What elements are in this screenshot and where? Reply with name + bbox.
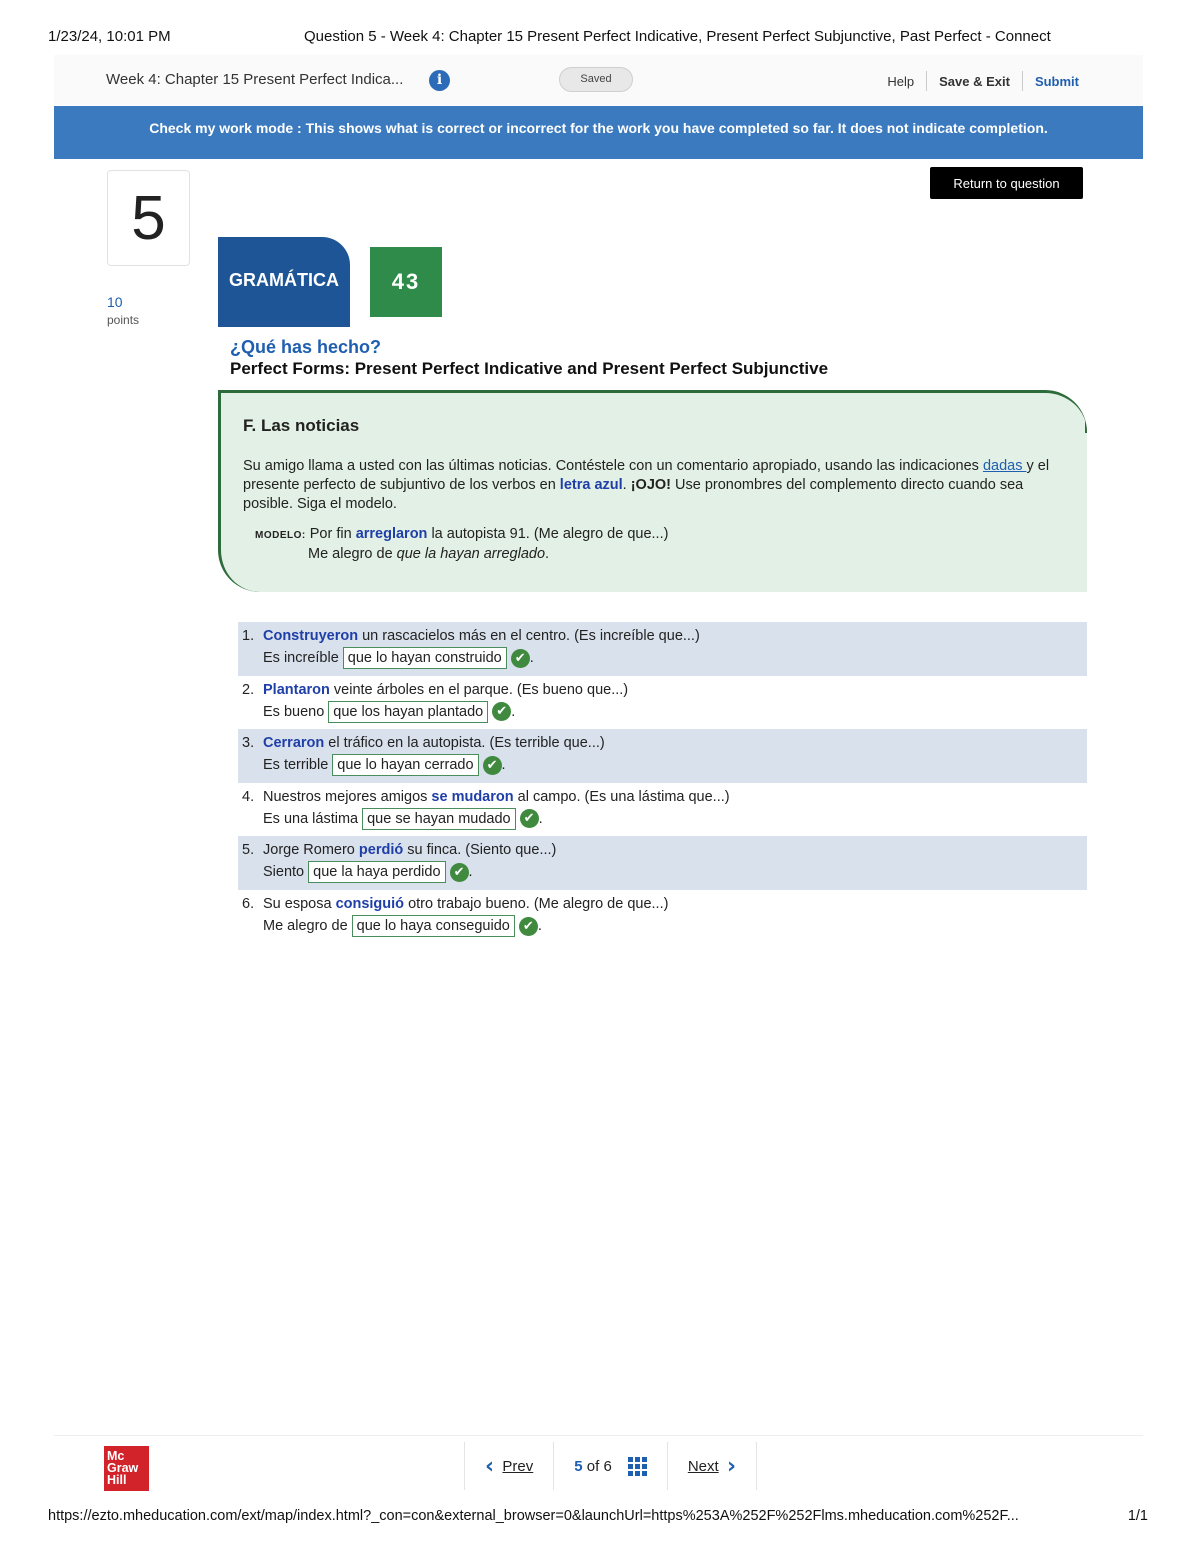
item-end: .: [538, 810, 543, 827]
mcgraw-hill-logo: [104, 1446, 149, 1491]
model-text: .: [545, 546, 550, 562]
question-item: [238, 836, 1087, 890]
logo-text: Hill: [107, 1473, 127, 1487]
answer-field[interactable]: que se hayan mudado: [362, 808, 516, 830]
instructions-part: Use pronombres del complemento directo cuando sea posible. Siga el modelo.: [243, 477, 1024, 512]
print-url: https://ezto.mheducation.com/ext/map/index.html?_con=con&external_browser=0&launchUrl=https%253A%252F%252Flms.mheducation.com%252F...: [48, 1508, 1019, 1524]
item-end: .: [511, 703, 516, 720]
answer-field[interactable]: que lo hayan construido: [343, 647, 507, 669]
check-circle-icon: ✔: [483, 756, 502, 775]
model-text: Me alegro de: [308, 546, 397, 562]
item-text: veinte árboles en el parque. (Es bueno que...): [329, 681, 629, 698]
question-item: [238, 783, 1087, 837]
model-verb: arreglaron: [355, 526, 428, 542]
assignment-title: Week 4: Chapter 15 Present Perfect Indica...: [106, 71, 404, 88]
answer-field[interactable]: que los hayan plantado: [328, 701, 488, 723]
answer-field[interactable]: que la haya perdido: [308, 861, 445, 883]
answer-field[interactable]: que lo haya conseguido: [352, 915, 515, 937]
item-text: el tráfico en la autopista. (Es terrible que...): [324, 735, 605, 752]
item-verb: Construyeron: [263, 628, 359, 644]
model-line-2: [255, 545, 668, 564]
item-end: .: [529, 650, 534, 666]
item-text: un rascacielos más en el centro. (Es increíble que...): [358, 628, 700, 644]
question-item: [238, 622, 1087, 676]
question-item: [238, 890, 1087, 944]
instructions-ojo: ¡OJO!: [630, 477, 671, 493]
instructions-blue-text: letra azul: [559, 477, 623, 493]
item-number: 2.: [242, 681, 255, 698]
points-value: 10: [107, 294, 123, 310]
item-verb: se mudaron: [431, 788, 514, 805]
item-number: 1.: [242, 628, 255, 644]
item-prompt: Me alegro de: [263, 917, 348, 934]
next-button[interactable]: [667, 1442, 757, 1490]
section-heading: Perfect Forms: Present Perfect Indicative and Present Perfect Subjunctive: [230, 359, 829, 378]
question-item: [238, 676, 1087, 730]
model-answer: que la hayan arreglado: [396, 546, 546, 562]
print-page-number: 1/1: [1127, 1508, 1148, 1524]
item-number: 4.: [242, 788, 255, 805]
instructions-link[interactable]: dadas: [982, 458, 1027, 474]
model-example: [255, 525, 668, 564]
print-date: 1/23/24, 10:01 PM: [48, 28, 171, 45]
model-text: Por fin: [305, 526, 356, 542]
item-number: 5.: [242, 842, 255, 859]
item-prompt: Es terrible: [263, 757, 329, 774]
item-verb: perdió: [358, 842, 404, 859]
help-button[interactable]: Help: [887, 73, 915, 89]
item-end: .: [501, 757, 506, 774]
item-text: Jorge Romero: [263, 842, 359, 859]
item-verb: consiguió: [335, 895, 405, 912]
item-text: Su esposa: [263, 895, 336, 912]
print-page-title: Question 5 - Week 4: Chapter 15 Present Perfect Indicative, Present Perfect Subjunctive, Past Perfect - Connect: [304, 28, 1051, 45]
item-end: .: [537, 917, 542, 934]
item-text: al campo. (Es una lástima que...): [513, 788, 730, 805]
check-circle-icon: ✔: [520, 809, 539, 828]
save-exit-button[interactable]: Save & Exit: [939, 73, 1010, 89]
instructions-part: Su amigo llama a usted con las últimas noticias. Contéstele con un comentario apropiado, usando las indicaciones: [243, 458, 983, 474]
question-number: 5: [107, 170, 190, 266]
header-actions: [875, 71, 1079, 91]
prev-label[interactable]: Prev: [502, 1457, 534, 1475]
total-questions: 6: [603, 1457, 612, 1475]
submit-button[interactable]: Submit: [1034, 73, 1079, 89]
item-verb: Plantaron: [263, 681, 330, 698]
answer-field[interactable]: que lo hayan cerrado: [332, 754, 478, 776]
model-label: MODELO:: [255, 530, 306, 541]
grammar-tab: GRAMÁTICA: [218, 237, 350, 327]
points-label: points: [107, 313, 140, 327]
model-text: la autopista 91. (Me alegro de que...): [427, 526, 669, 542]
footer-divider: [54, 1435, 1143, 1436]
question-map-button[interactable]: [553, 1442, 667, 1490]
assignment-header: [54, 55, 1143, 105]
prev-button[interactable]: [464, 1442, 553, 1490]
instructions-part: y el presente perfecto de subjuntivo de los verbos en: [243, 458, 1050, 493]
chevron-left-icon: ‹: [485, 1453, 495, 1479]
saved-status-badge: Saved: [559, 67, 633, 92]
chevron-right-icon: ›: [727, 1453, 737, 1479]
grammar-number-tag: 43: [370, 247, 442, 317]
check-circle-icon: ✔: [450, 863, 469, 882]
question-pager: [464, 1442, 757, 1490]
check-my-work-banner: Check my work mode : This shows what is correct or incorrect for the work you have completed so far. It does not indicate completion.: [54, 106, 1143, 159]
item-prompt: Es una lástima: [263, 810, 359, 827]
activity-title: F. Las noticias: [243, 416, 360, 435]
logo-text: Graw: [107, 1461, 139, 1475]
item-text: otro trabajo bueno. (Me alegro de que...): [404, 895, 669, 912]
model-line-1: [255, 525, 668, 545]
instructions-box: [218, 390, 1087, 592]
of-label: of: [586, 1457, 600, 1475]
item-end: .: [468, 864, 473, 881]
return-to-question-button[interactable]: Return to question: [930, 167, 1083, 199]
section-question: ¿Qué has hecho?: [230, 337, 382, 357]
question-item: [238, 729, 1087, 783]
item-prompt: Es increíble: [263, 650, 339, 666]
item-number: 3.: [242, 735, 255, 752]
logo-text: Mc: [107, 1449, 125, 1463]
item-verb: Cerraron: [263, 735, 325, 752]
next-label[interactable]: Next: [687, 1457, 719, 1475]
check-circle-icon: ✔: [519, 917, 538, 936]
item-text: Nuestros mejores amigos: [263, 788, 432, 805]
info-icon[interactable]: i: [429, 70, 450, 91]
points-info: [107, 294, 139, 327]
item-prompt: Siento: [263, 864, 305, 881]
check-circle-icon: ✔: [511, 649, 530, 668]
grid-icon[interactable]: [628, 1457, 647, 1476]
item-prompt: Es bueno: [263, 703, 325, 720]
check-circle-icon: ✔: [492, 702, 511, 721]
item-number: 6.: [242, 895, 255, 912]
question-items: [238, 622, 1087, 944]
instructions-part: .: [622, 477, 631, 493]
current-question: 5: [574, 1457, 583, 1475]
instructions-text: [243, 457, 1073, 514]
item-text: su finca. (Siento que...): [403, 842, 557, 859]
